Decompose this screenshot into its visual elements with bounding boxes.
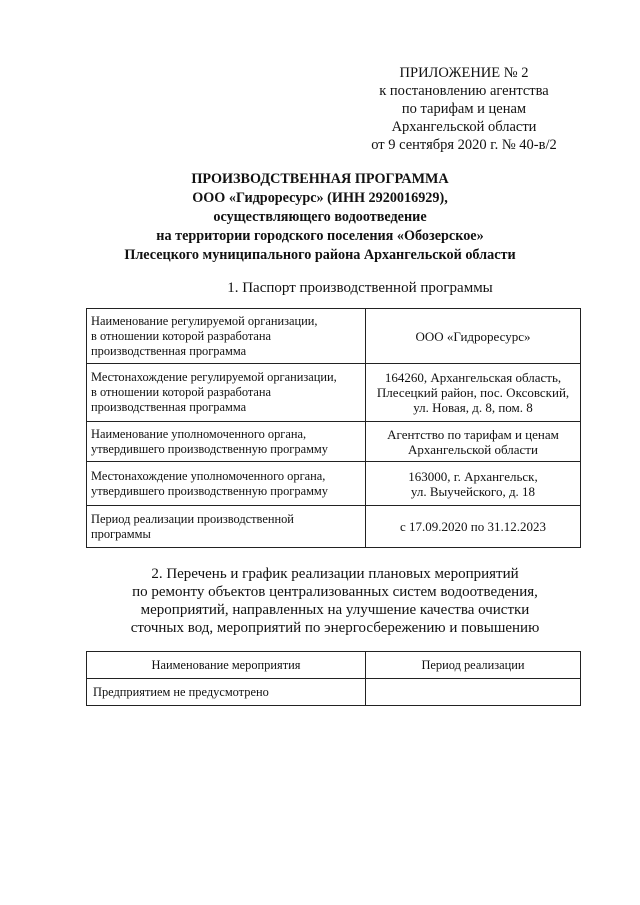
passport-value-cell: 164260, Архангельская область, Плесецкий район, пос. Оксовский, ул. Новая, д. 8, пом. 8 bbox=[366, 364, 581, 422]
event-period-cell bbox=[366, 679, 581, 706]
table-row bbox=[87, 309, 581, 364]
passport-label-cell: Период реализации производственной программы bbox=[87, 506, 366, 548]
program-title-line: ООО «Гидроресурс» (ИНН 2920016929), bbox=[192, 190, 448, 206]
section2-title bbox=[90, 565, 580, 637]
table-row bbox=[87, 462, 581, 506]
passport-label-cell: Наименование регулируемой организации, в отношении которой разработана производственная программа bbox=[87, 309, 366, 364]
appendix-region: Архангельской области bbox=[391, 119, 537, 135]
section2-title-line: по ремонту объектов централизованных систем водоотведения, bbox=[132, 584, 538, 600]
passport-value-cell: Агентство по тарифам и ценам Архангельской области bbox=[366, 422, 581, 462]
table-row bbox=[87, 422, 581, 462]
appendix-number: ПРИЛОЖЕНИЕ № 2 bbox=[399, 65, 529, 81]
passport-label-cell: Местонахождение регулируемой организации, в отношении которой разработана производственная программа bbox=[87, 364, 366, 422]
program-title-line: ПРОИЗВОДСТВЕННАЯ ПРОГРАММА bbox=[191, 171, 449, 187]
appendix-header bbox=[340, 64, 588, 154]
table-row bbox=[87, 364, 581, 422]
passport-value-cell: 163000, г. Архангельск, ул. Выучейского, д. 18 bbox=[366, 462, 581, 506]
passport-label-cell: Наименование уполномоченного органа, утвердившего производственную программу bbox=[87, 422, 366, 462]
passport-table bbox=[86, 308, 581, 548]
table-row bbox=[87, 506, 581, 548]
passport-label-cell: Местонахождение уполномоченного органа, утвердившего производственную программу bbox=[87, 462, 366, 506]
program-title-line: Плесецкого муниципального района Архангельской области bbox=[124, 247, 516, 263]
column-header-event-name: Наименование мероприятия bbox=[87, 652, 366, 679]
section1-title: 1. Паспорт производственной программы bbox=[227, 280, 493, 296]
table-row bbox=[87, 679, 581, 706]
section2-title-line: сточных вод, мероприятий по энергосбережению и повышению bbox=[130, 620, 540, 636]
section2-title-line: мероприятий, направленных на улучшение качества очистки bbox=[140, 602, 530, 618]
program-title-line: осуществляющего водоотведение bbox=[213, 209, 427, 225]
appendix-reference: к постановлению агентства bbox=[379, 83, 549, 99]
section2-title-line: 2. Перечень и график реализации плановых мероприятий bbox=[151, 566, 519, 582]
event-name-cell: Предприятием не предусмотрено bbox=[87, 679, 366, 706]
table-header-row bbox=[87, 652, 581, 679]
column-header-period: Период реализации bbox=[366, 652, 581, 679]
passport-value-cell: ООО «Гидроресурс» bbox=[366, 309, 581, 364]
appendix-date: от 9 сентября 2020 г. № 40-в/2 bbox=[371, 137, 557, 153]
events-table bbox=[86, 651, 581, 706]
passport-value-cell: с 17.09.2020 по 31.12.2023 bbox=[366, 506, 581, 548]
program-title-line: на территории городского поселения «Обозерское» bbox=[156, 228, 484, 244]
program-title bbox=[80, 170, 560, 265]
appendix-agency: по тарифам и ценам bbox=[401, 101, 527, 117]
